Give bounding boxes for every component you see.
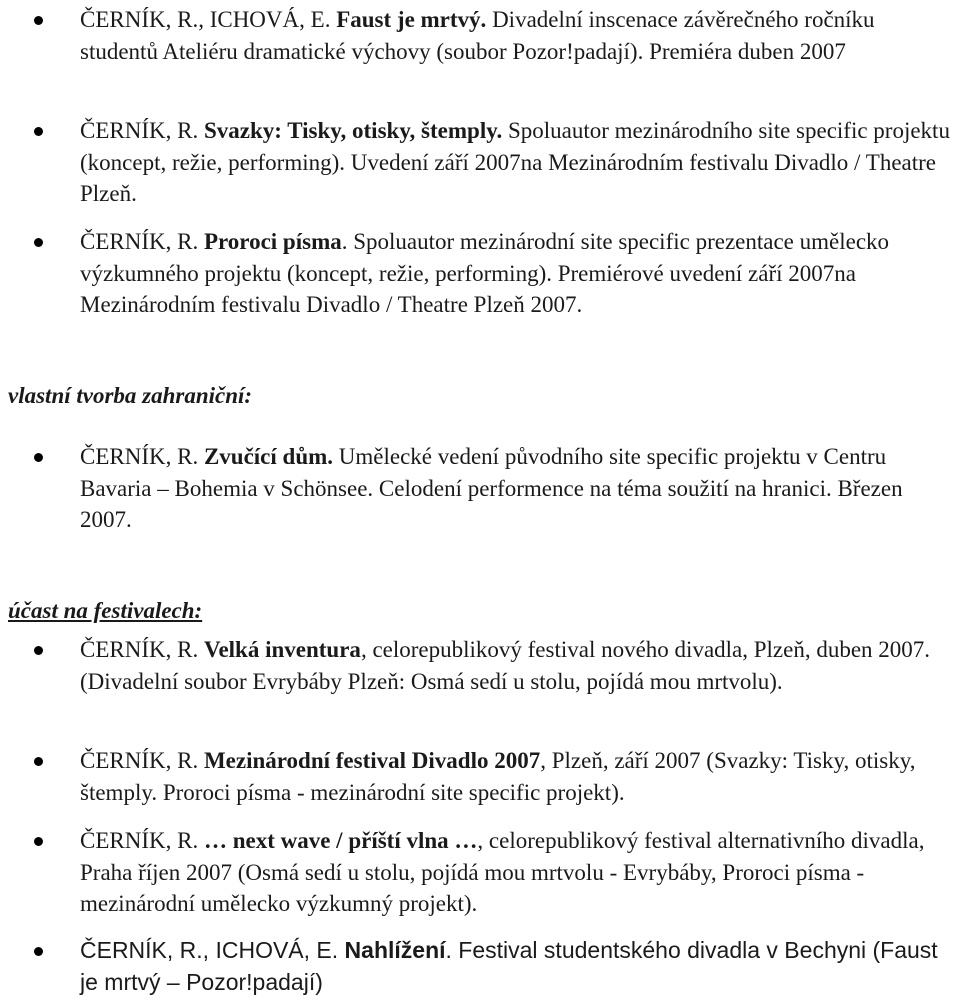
list-item [80,441,952,536]
entry-title: Proroci písma [203,229,342,254]
list-item [80,115,952,210]
entry-title: Faust je mrtvý. [336,7,487,32]
entry-text: . Spoluautor mezinárodní site specific prezentace umělecko výzkumného projektu (koncept, režie, performing). Premiérové uvedení září 2007na Mezinárodním festivalu Divadlo / Theatre Plzeň 2007. [80,229,890,317]
entry-title: … next wave / příští vlna … [203,828,478,853]
entry-title: Velká inventura [203,637,361,662]
entry-title: Svazky: Tisky, otisky, štemply. [203,118,503,143]
entry-author: ČERNÍK, R. [80,118,204,143]
entry-title: Mezinárodní festival Divadlo 2007 [203,748,541,773]
entry-author: ČERNÍK, R., ICHOVÁ, E. [80,7,337,32]
entry-author: ČERNÍK, R. [80,828,204,853]
entry-text: Divadelní inscenace závěrečného ročníku studentů Ateliéru dramatické výchovy (soubor Pozor!padají). Premiéra duben 2007 [80,7,875,64]
entry-text: , celorepublikový festival nového divadla, Plzeň, duben 2007. (Divadelní soubor Evrybáby Plzeň: Osmá sedí u stolu, pojídá mou mrtvolu). [80,637,931,694]
entry-text: Umělecké vedení původního site specific projektu v Centru Bavaria – Bohemia v Schönsee. Celodení performence na téma soužití na hranici. Březen 2007. [80,444,903,532]
list-item [80,226,952,321]
entry-text: . Festival studentského divadla v Bechyni (Faust je mrtvý – Pozor!padají) [80,937,938,995]
entry-text: , Plzeň, září 2007 (Svazky: Tisky, otisky, štemply. Proroci písma - mezinárodní site specific projekt). [80,748,916,805]
section-heading-festivals: účast na festivalech: [8,598,203,623]
entry-author: ČERNÍK, R. [80,637,204,662]
entry-author: ČERNÍK, R. [80,229,204,254]
entry-title: Nahlížení [344,937,446,963]
entry-text: Spoluautor mezinárodního site specific projektu (koncept, režie, performing). Uvedení září 2007na Mezinárodním festivalu Divadlo / Theatre Plzeň. [80,118,950,206]
section-heading-foreign: vlastní tvorba zahraniční: [8,383,253,408]
entry-author: ČERNÍK, R., ICHOVÁ, E. [80,937,345,963]
list-item [80,935,952,998]
entry-author: ČERNÍK, R. [80,748,204,773]
entry-title: Zvučící dům. [203,444,334,469]
list-item [80,745,952,808]
entry-author: ČERNÍK, R. [80,444,204,469]
list-item [80,4,952,67]
list-item [80,825,952,920]
entry-text: , celorepublikový festival alternativního divadla, Praha říjen 2007 (Osmá sedí u stolu, pojídá mou mrtvolu - Evrybáby, Proroci písma - mezinárodní umělecko výzkumný projekt). [80,828,925,916]
list-item [80,634,952,697]
